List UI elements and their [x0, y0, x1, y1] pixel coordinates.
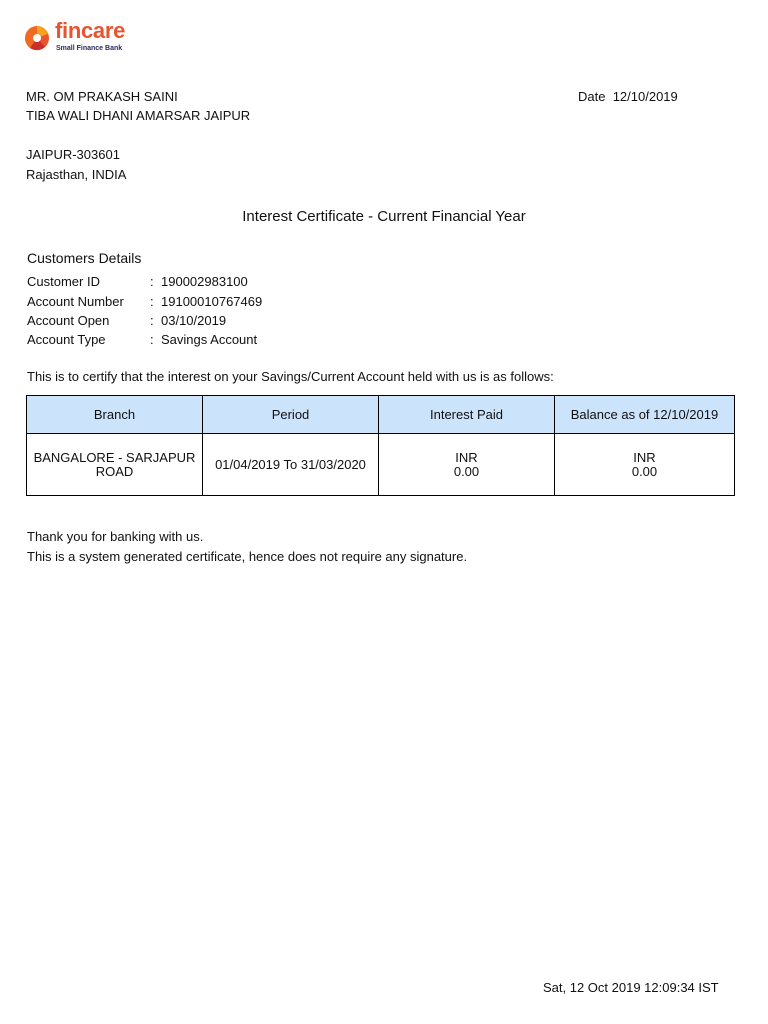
account-type-value: Savings Account	[161, 332, 258, 347]
customer-name: MR. OM PRAKASH SAINI	[26, 89, 178, 104]
customer-id-value: 190002983100	[161, 274, 248, 289]
table-header-row	[27, 396, 735, 434]
account-number-value: 19100010767469	[161, 294, 263, 309]
detail-colon: :	[150, 274, 154, 289]
account-open-value: 03/10/2019	[161, 313, 227, 328]
system-generated-note: This is a system generated certificate, hence does not require any signature.	[27, 549, 468, 564]
thank-you-text: Thank you for banking with us.	[27, 529, 204, 544]
certify-text: This is to certify that the interest on your Savings/Current Account held with us is as follows:	[27, 369, 554, 384]
date-value: 12/10/2019	[612, 89, 678, 104]
bank-name: fincare	[55, 18, 126, 43]
bank-tagline: Small Finance Bank	[56, 45, 123, 52]
address-line-2: JAIPUR-303601	[26, 147, 120, 162]
address-line-3: Rajasthan, INDIA	[26, 167, 127, 182]
interest-currency: INR	[455, 449, 478, 465]
detail-colon: :	[150, 294, 154, 309]
customer-id-label: Customer ID	[27, 274, 100, 289]
detail-colon: :	[150, 332, 154, 347]
address-line-1: TIBA WALI DHANI AMARSAR JAIPUR	[26, 108, 251, 123]
certificate-title: Interest Certificate - Current Financial Year	[242, 208, 526, 225]
branch-header: Branch	[27, 396, 203, 434]
bank-logo	[24, 18, 144, 56]
balance-cell	[555, 434, 735, 496]
balance-currency: INR	[633, 449, 656, 465]
customer-details-heading: Customers Details	[27, 250, 142, 266]
detail-colon: :	[150, 313, 154, 328]
date-label: Date	[578, 89, 606, 104]
interest-paid-cell	[379, 434, 555, 496]
interest-amount: 0.00	[453, 463, 480, 479]
fincare-logo-icon	[24, 25, 50, 51]
account-type-label: Account Type	[27, 332, 106, 347]
account-number-label: Account Number	[27, 294, 124, 309]
interest-paid-header: Interest Paid	[379, 396, 555, 434]
footer-timestamp: Sat, 12 Oct 2019 12:09:34 IST	[543, 980, 719, 995]
table-row	[27, 434, 735, 496]
interest-table	[26, 395, 735, 496]
account-open-label: Account Open	[27, 313, 110, 328]
period-cell: 01/04/2019 To 31/03/2020	[203, 434, 379, 496]
branch-cell: BANGALORE - SARJAPUR ROAD	[27, 434, 203, 496]
period-header: Period	[203, 396, 379, 434]
balance-amount: 0.00	[631, 463, 658, 479]
date-line	[578, 89, 678, 104]
balance-header: Balance as of 12/10/2019	[555, 396, 735, 434]
